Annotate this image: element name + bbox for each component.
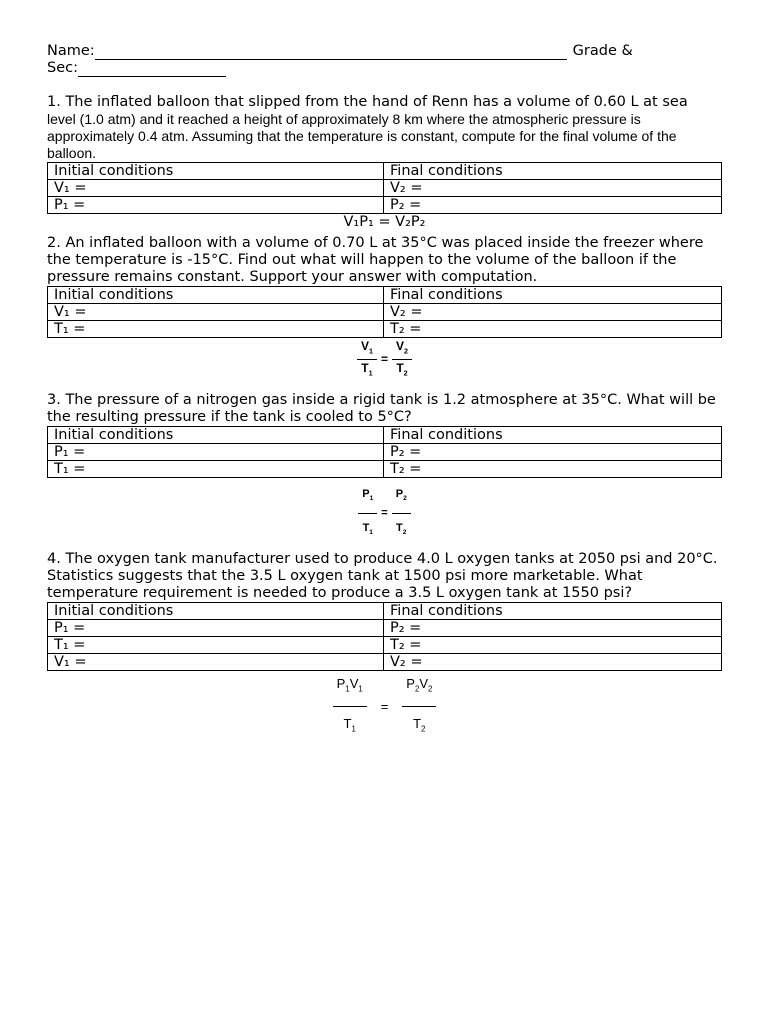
formula-symbol: P <box>406 676 415 692</box>
cell-p2[interactable]: P₂ = <box>384 197 722 214</box>
sec-field[interactable] <box>78 62 226 77</box>
formula-subscript: 1 <box>345 684 350 694</box>
conditions-table <box>47 162 722 214</box>
question-3-text <box>47 392 722 426</box>
formula-symbol: T <box>396 361 404 376</box>
formula-symbol: V <box>349 676 359 692</box>
cell-v1[interactable]: V₁ = <box>48 180 384 197</box>
question-2 <box>47 235 722 382</box>
formula-symbol: V <box>419 676 428 692</box>
formula-subscript: 1 <box>368 346 373 356</box>
cell-v2[interactable]: V₂ = <box>384 304 722 321</box>
cell-p1[interactable]: P₁ = <box>48 443 384 460</box>
col-initial: Initial conditions <box>48 426 384 443</box>
charles-law-formula <box>47 338 722 382</box>
sec-line <box>47 60 722 77</box>
cell-p1[interactable]: P₁ = <box>48 197 384 214</box>
question-text: The pressure of a nitrogen gas inside a rigid tank is 1.2 atmosphere at 35°C. What will be the resulting pressure if the tank is cooled to 5°C? <box>47 391 716 425</box>
sec-label: Sec: <box>47 60 78 76</box>
cell-v2[interactable]: V₂ = <box>384 654 722 671</box>
col-final: Final conditions <box>384 287 722 304</box>
formula-subscript: 2 <box>427 684 433 694</box>
formula-subscript: 1 <box>369 494 374 502</box>
question-number: 2. <box>47 235 61 251</box>
formula-symbol: T <box>361 361 369 376</box>
question-text: The oxygen tank manufacturer used to produce 4.0 L oxygen tanks at 2050 psi and 20°C. Statistics suggests that the 3.5 L oxygen tank at 1500 psi more marketable. What temperature requirement is needed to produce a 3.5 L oxygen tank at 1550 psi? <box>47 551 718 602</box>
formula-subscript: 1 <box>368 368 373 378</box>
formula-subscript: 1 <box>369 529 373 537</box>
cell-t2[interactable]: T₂ = <box>384 460 722 477</box>
boyles-law-formula: V₁P₁ = V₂P₂ <box>343 214 426 230</box>
col-initial: Initial conditions <box>48 287 384 304</box>
col-final: Final conditions <box>384 603 722 620</box>
formula-symbol: T <box>413 715 422 731</box>
cell-v2[interactable]: V₂ = <box>384 180 722 197</box>
formula-symbol: V <box>360 339 369 353</box>
formula-subscript: 2 <box>402 529 407 537</box>
conditions-table <box>47 602 722 671</box>
formula-subscript: 2 <box>404 346 409 356</box>
formula-symbol: P <box>336 676 346 692</box>
formula-symbol: P <box>362 487 370 500</box>
formula-subscript: 2 <box>403 368 408 378</box>
cell-v1[interactable]: V₁ = <box>48 304 384 321</box>
formula-subscript: 2 <box>414 684 420 694</box>
conditions-table <box>47 286 722 338</box>
cell-p2[interactable]: P₂ = <box>384 620 722 637</box>
question-number: 1. <box>47 94 61 110</box>
gay-lussac-formula <box>47 486 722 541</box>
formula-subscript: 2 <box>403 494 407 502</box>
col-final: Final conditions <box>384 426 722 443</box>
cell-t1[interactable]: T₁ = <box>48 637 384 654</box>
name-label: Name: <box>47 43 95 59</box>
combined-gas-law-formula <box>47 675 722 737</box>
question-1-text-cont: level (1.0 atm) and it reached a height of approximately 8 km where the atmospheric pressure is approximately 0.4 atm. Assuming that the temperature is constant, compute for the final volume of the balloon. <box>47 111 677 161</box>
question-text: An inflated balloon with a volume of 0.70 L at 35°C was placed inside the freezer where the temperature is -15°C. Find out what will happen to the volume of the balloon if the pressure remains constant. Support your answer with computation. <box>47 235 704 285</box>
question-3 <box>47 392 722 541</box>
formula-equals: = <box>381 506 388 519</box>
question-number: 4. <box>47 551 61 568</box>
name-field[interactable] <box>95 45 567 60</box>
cell-t2[interactable]: T₂ = <box>384 321 722 338</box>
question-1 <box>47 94 722 231</box>
cell-v1[interactable]: V₁ = <box>48 654 384 671</box>
cell-t2[interactable]: T₂ = <box>384 637 722 654</box>
formula-equals: = <box>380 698 389 714</box>
col-initial: Initial conditions <box>48 163 384 180</box>
col-final: Final conditions <box>384 163 722 180</box>
worksheet <box>47 43 722 737</box>
grade-label: Grade & <box>572 43 633 59</box>
formula-subscript: 2 <box>421 724 426 734</box>
formula-symbol: T <box>396 521 403 534</box>
question-4-text <box>47 551 722 602</box>
formula-subscript: 1 <box>358 684 363 694</box>
col-initial: Initial conditions <box>48 603 384 620</box>
cell-p1[interactable]: P₁ = <box>48 620 384 637</box>
formula-symbol: V <box>396 339 405 353</box>
formula-equals: = <box>380 352 388 367</box>
formula-symbol: T <box>362 521 370 534</box>
question-2-text <box>47 235 722 286</box>
formula-subscript: 1 <box>351 724 356 734</box>
question-1-text <box>47 94 722 111</box>
conditions-table <box>47 426 722 478</box>
name-line <box>47 43 722 60</box>
formula-symbol: P <box>395 487 404 500</box>
cell-p2[interactable]: P₂ = <box>384 443 722 460</box>
cell-t1[interactable]: T₁ = <box>48 460 384 477</box>
question-text: The inflated balloon that slipped from the hand of Renn has a volume of 0.60 L at sea <box>65 94 688 110</box>
formula-symbol: T <box>343 715 352 731</box>
cell-t1[interactable]: T₁ = <box>48 321 384 338</box>
question-number: 3. <box>47 391 61 408</box>
question-4 <box>47 551 722 737</box>
